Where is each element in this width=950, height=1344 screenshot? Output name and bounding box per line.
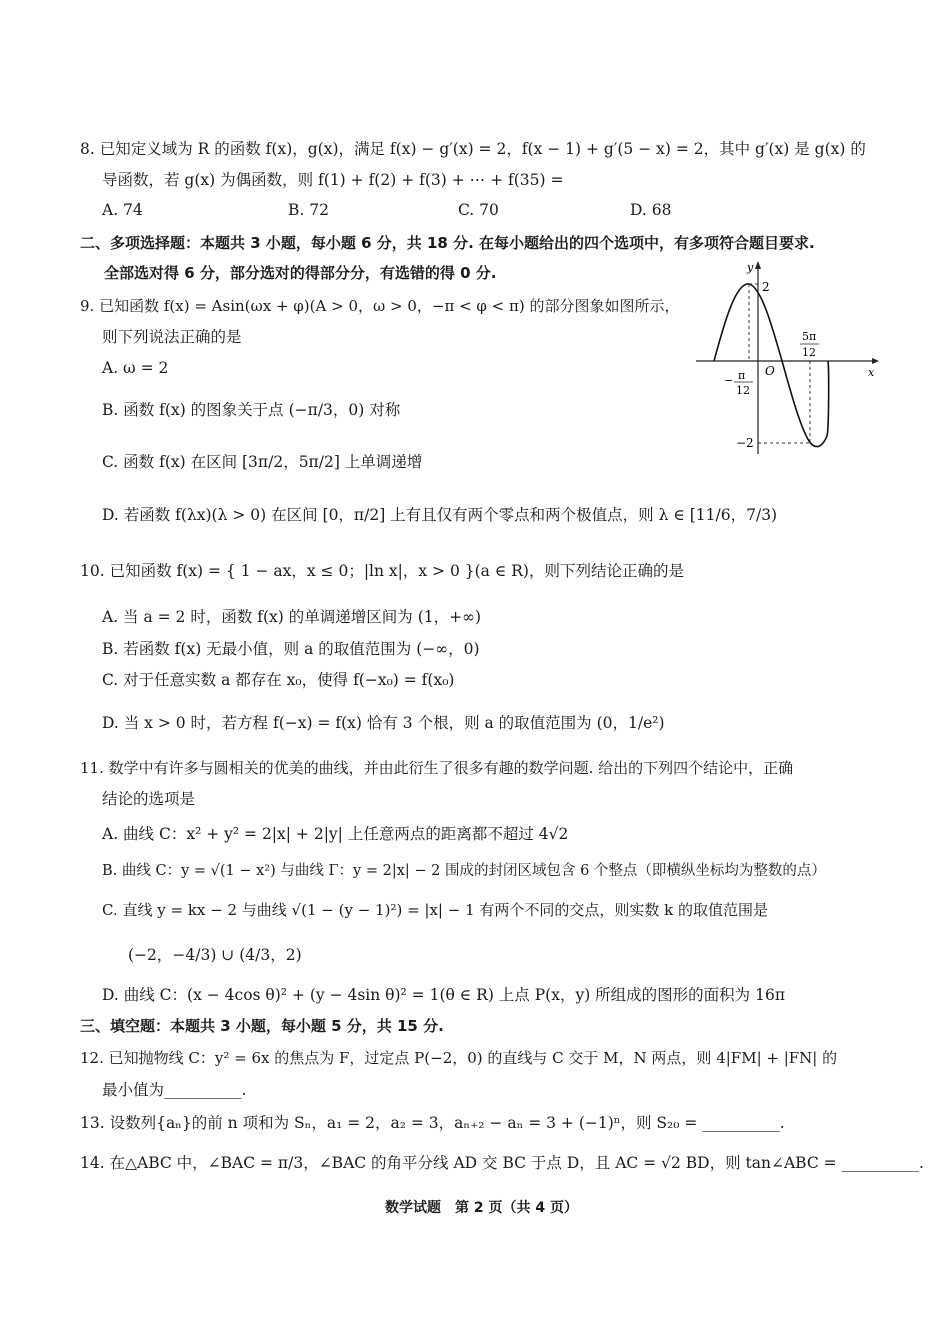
q11-option-c-line2: (−2，−4/3) ∪ (4/3，2)	[128, 946, 302, 964]
q8-option-b: B. 72	[288, 201, 329, 219]
q10-line1: 10. 已知函数 f(x) = { 1 − ax，x ≤ 0；|ln x|，x > 0 }(a ∈ R)，则下列结论正确的是	[80, 562, 684, 580]
q10-option-d: D. 当 x > 0 时，若方程 f(−x) = f(x) 恰有 3 个根，则 a 的取值范围为 (0，1/e²)	[102, 714, 665, 732]
y-axis-arrow	[755, 261, 761, 269]
q11-line1: 11. 数学中有许多与圆相关的优美的曲线，并由此衍生了很多有趣的数学问题. 给出的下列四个结论中，正确	[80, 759, 794, 777]
origin-label: O	[765, 364, 775, 378]
q9-option-b: B. 函数 f(x) 的图象关于点 (−π/3，0) 对称	[102, 401, 401, 419]
q9-line2: 则下列说法正确的是	[102, 328, 242, 346]
q8-option-d: D. 68	[630, 201, 672, 219]
y-axis-label: y	[747, 261, 754, 274]
x-axis-arrow	[872, 358, 879, 364]
x-axis-label: x	[868, 366, 875, 379]
page-footer: 数学试题 第 2 页（共 4 页）	[385, 1200, 578, 1216]
q11-option-d: D. 曲线 C：(x − 4cos θ)² + (y − 4sin θ)² = 1(θ ∈ R) 上点 P(x，y) 所组成的图形的面积为 16π	[102, 986, 786, 1004]
min-value-label: −2	[736, 436, 754, 450]
right-zero-denominator: 12	[802, 346, 816, 359]
q10-option-c: C. 对于任意实数 a 都存在 x₀，使得 f(−x₀) = f(x₀)	[102, 671, 455, 689]
q9-line1: 9. 已知函数 f(x) = Asin(ωx + φ)(A > 0，ω > 0，−π < φ < π) 的部分图象如图所示，	[80, 297, 680, 315]
section2-note: 全部选对得 6 分，部分选对的得部分分，有选错的得 0 分.	[104, 264, 497, 282]
q11-option-a: A. 曲线 C：x² + y² = 2|x| + 2|y| 上任意两点的距离都不超过 4√2	[102, 825, 569, 843]
left-zero-numerator: π	[738, 369, 746, 382]
q8-line1: 8. 已知定义域为 R 的函数 f(x)，g(x)，满足 f(x) − g′(x) = 2，f(x − 1) + g′(5 − x) = 2，其中 g′(x) 是 g(x) 的	[80, 140, 866, 158]
q10-option-b: B. 若函数 f(x) 无最小值，则 a 的取值范围为 (−∞，0)	[102, 640, 480, 658]
q13: 13. 设数列{aₙ}的前 n 项和为 Sₙ，a₁ = 2，a₂ = 3，aₙ₊₂ − aₙ = 3 + (−1)ⁿ，则 S₂₀ = __________.	[80, 1114, 785, 1132]
q11-line2: 结论的选项是	[102, 790, 196, 808]
section3-heading: 三、填空题：本题共 3 小题，每小题 5 分，共 15 分.	[80, 1017, 444, 1035]
left-zero-denominator: 12	[736, 384, 750, 397]
right-zero-numerator: 5π	[802, 330, 817, 343]
q10-option-a: A. 当 a = 2 时，函数 f(x) 的单调递增区间为 (1，+∞)	[102, 608, 482, 626]
max-value-label: 2	[762, 280, 770, 294]
q8-option-a: A. 74	[102, 201, 143, 219]
q11-option-c-line1: C. 直线 y = kx − 2 与曲线 √(1 − (y − 1)²) = |x| − 1 有两个不同的交点，则实数 k 的取值范围是	[102, 901, 769, 919]
q12-line1: 12. 已知抛物线 C：y² = 6x 的焦点为 F，过定点 P(−2，0) 的直线与 C 交于 M，N 两点，则 4|FM| + |FN| 的	[80, 1049, 838, 1067]
q8-line2: 导函数，若 g(x) 为偶函数，则 f(1) + f(2) + f(3) + ⋯ + f(35) =	[102, 171, 564, 189]
q12-line2: 最小值为__________.	[102, 1081, 247, 1099]
q9-option-d: D. 若函数 f(λx)(λ > 0) 在区间 [0，π/2] 上有且仅有两个零点和两个极值点，则 λ ∈ [11/6，7/3)	[102, 506, 778, 524]
section2-heading: 二、多项选择题：本题共 3 小题，每小题 6 分，共 18 分. 在每小题给出的四个选项中，有多项符合题目要求.	[80, 234, 815, 252]
q11-option-b: B. 曲线 C：y = √(1 − x²) 与曲线 Γ：y = 2|x| − 2 围成的封闭区域包含 6 个整点（即横纵坐标均为整数的点）	[102, 863, 826, 879]
q14: 14. 在△ABC 中，∠BAC = π/3，∠BAC 的角平分线 AD 交 BC 于点 D，且 AC = √2 BD，则 tan∠ABC = __________.	[80, 1154, 924, 1172]
q9-option-a: A. ω = 2	[102, 359, 169, 377]
q8-option-c: C. 70	[458, 201, 499, 219]
q9-option-c: C. 函数 f(x) 在区间 [3π/2，5π/2] 上单调递增	[102, 453, 423, 471]
left-zero-minus: −	[724, 374, 734, 387]
q9-sine-graph	[690, 258, 890, 458]
